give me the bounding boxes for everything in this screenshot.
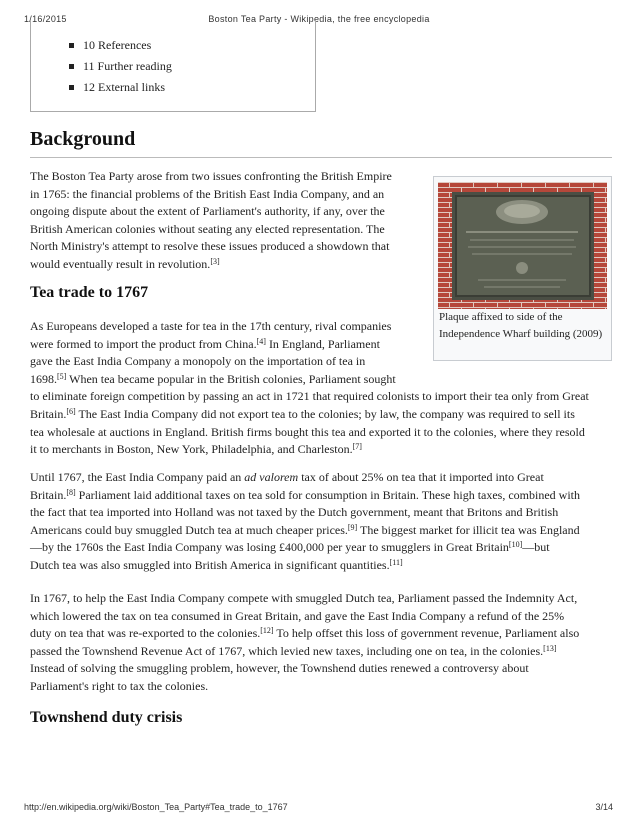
figure-caption: Plaque affixed to side of the Independence Wharf building (2009) bbox=[439, 311, 603, 340]
text-line: Britain.[8] Parliament laid additional taxes on tea sold for consumption in Britain. These high taxes, combined with bbox=[30, 487, 581, 502]
plaque-image[interactable] bbox=[438, 182, 607, 309]
citation-link[interactable]: [11] bbox=[389, 557, 403, 567]
toc-item-external-links[interactable]: 12 External links bbox=[69, 77, 172, 98]
citation-link[interactable]: [4] bbox=[256, 336, 266, 346]
background-paragraph bbox=[30, 168, 392, 274]
text-line: in 1765: the financial problems of the British East India Company, and an bbox=[30, 186, 385, 201]
text-line: Parliament's right to tax the colonies. bbox=[30, 678, 209, 693]
print-date: 1/16/2015 bbox=[24, 14, 67, 24]
text-line: gave the East India Company a monopoly on the importation of tea in bbox=[30, 354, 366, 369]
text-line: In 1767, to help the East India Company compete with smuggled Dutch tea, Parliament passed the Indemnity Act, bbox=[30, 591, 578, 605]
text-line: duty on tea that was re-exported to the colonies.[12] To help offset this loss of government revenue, Parliament also bbox=[30, 626, 580, 641]
section-heading-tea-trade: Tea trade to 1767 bbox=[30, 284, 149, 301]
heading-divider bbox=[30, 157, 612, 158]
page-url: http://en.wikipedia.org/wiki/Boston_Tea_Party#Tea_trade_to_1767 bbox=[24, 802, 288, 812]
text-line: were formed to import the product from China.[4] In England, Parliament bbox=[30, 336, 380, 351]
table-of-contents bbox=[30, 20, 316, 112]
page-number: 3/14 bbox=[595, 802, 613, 812]
text-line: North Ministry's attempt to resolve these issues produced a showdown that bbox=[30, 239, 390, 254]
citation-link[interactable]: [9] bbox=[347, 522, 358, 532]
text-line: tea wholesale at auctions in England. British firms bought this tea and exported it to the colonies, where they resold bbox=[30, 424, 585, 439]
citation-link[interactable]: [6] bbox=[66, 406, 76, 416]
citation-link[interactable]: [7] bbox=[352, 442, 362, 452]
text-line: Americans could buy smuggled Dutch tea at much cheaper prices.[9] The biggest market for illicit tea was England bbox=[30, 522, 580, 537]
text-line: would eventually result in revolution.[3] bbox=[30, 256, 220, 271]
text-line: As Europeans developed a taste for tea in the 17th century, rival companies bbox=[30, 319, 392, 333]
text-line: ongoing dispute about the extent of Parliament's authority, if any, over the bbox=[30, 204, 385, 219]
text-line: it to merchants in Boston, New York, Philadelphia, and Charleston.[7] bbox=[30, 442, 362, 457]
toc-item-references[interactable]: 10 References bbox=[69, 35, 172, 56]
section-heading-background: Background bbox=[30, 128, 136, 150]
tea-trade-paragraph-1 bbox=[30, 318, 589, 459]
text-line: —by the 1760s the East India Company was losing £400,000 per year to smugglers in Great Britain[10]—but bbox=[30, 540, 550, 555]
text-line: which lowered the tax on tea consumed in Great Britain, and gave the East India Company a refund of the 25% bbox=[30, 608, 565, 623]
citation-link[interactable]: [13] bbox=[543, 643, 557, 653]
text-line: British American colonies without seating any elected representation. The bbox=[30, 221, 385, 236]
citation-link[interactable]: [12] bbox=[260, 626, 274, 636]
print-footer bbox=[0, 802, 638, 816]
text-line: the fact that tea imported into Holland was not taxed by the Dutch government, meant that Britons and British bbox=[30, 505, 559, 520]
text-line: to eliminate foreign competition by passing an act in 1721 that required colonists to import their tea only from Great bbox=[30, 389, 589, 404]
text-line: Instead of solving the smuggling problem, however, the Townshend duties renewed a controversy about bbox=[30, 661, 529, 676]
tea-trade-paragraph-3 bbox=[30, 590, 579, 696]
text-line: Until 1767, the East India Company paid an ad valorem tax of about 25% on tea that it imported into Great bbox=[30, 470, 544, 484]
print-title: Boston Tea Party - Wikipedia, the free encyclopedia bbox=[208, 14, 430, 24]
citation-link[interactable]: [8] bbox=[66, 487, 76, 497]
citation-link[interactable]: [3] bbox=[210, 256, 220, 266]
text-line: passed the Townshend Revenue Act of 1767, which levied new taxes, including one on tea, in the colonies.[13] bbox=[30, 643, 557, 658]
text-line: 1698.[5] When tea became popular in the British colonies, Parliament sought bbox=[30, 371, 396, 386]
latin-term[interactable]: ad valorem bbox=[244, 470, 299, 484]
text-line: Britain.[6] The East India Company did not export tea to the colonies; by law, the company was required to sell its bbox=[30, 406, 575, 421]
toc-item-further-reading[interactable]: 11 Further reading bbox=[69, 56, 172, 77]
citation-link[interactable]: [10] bbox=[508, 540, 523, 550]
toc-list bbox=[69, 35, 172, 98]
text-line: The Boston Tea Party arose from two issues confronting the British Empire bbox=[30, 169, 392, 183]
tea-trade-paragraph-2 bbox=[30, 469, 580, 575]
section-heading-townshend: Townshend duty crisis bbox=[30, 709, 183, 726]
text-line: Dutch tea was also smuggled into British America in significant quantities.[11] bbox=[30, 557, 403, 572]
citation-link[interactable]: [5] bbox=[57, 371, 67, 381]
